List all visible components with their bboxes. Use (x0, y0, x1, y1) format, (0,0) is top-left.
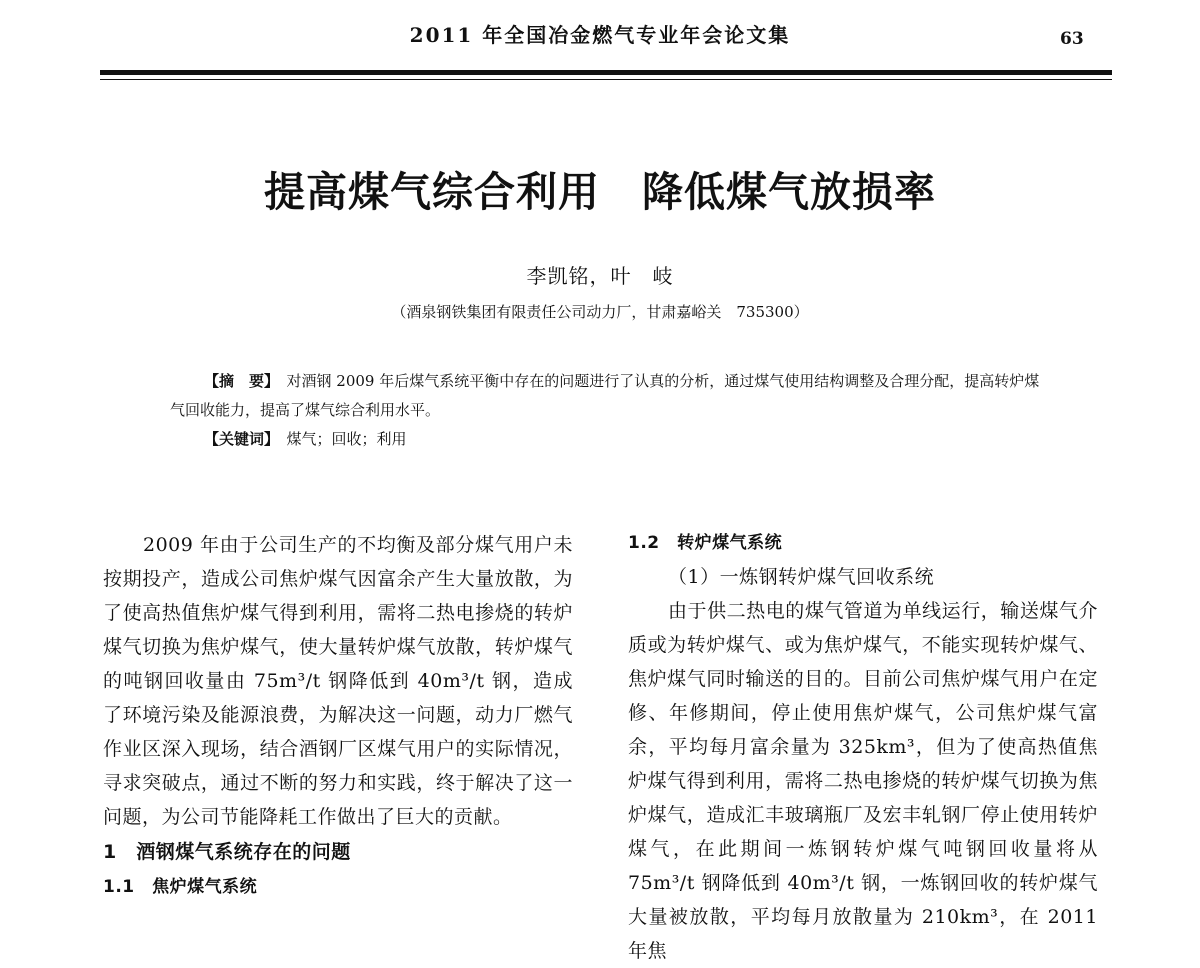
page-number: 63 (1060, 29, 1084, 49)
abstract-label: 【摘 要】 (204, 372, 272, 390)
section-1-heading: 1 酒钢煤气系统存在的问题 (103, 841, 351, 863)
abstract-block (170, 367, 1050, 454)
abstract-paragraph (170, 367, 1050, 425)
intro-paragraph: 2009 年由于公司生产的不均衡及部分煤气用户未按期投产，造成公司焦炉煤气因富余产生大量放散，为了使高热值焦炉煤气得到利用，需将二热电掺烧的转炉煤气切换为焦炉煤气，使大量转炉煤气放散，转炉煤气的吨钢回收量由 75m³/t 钢降低到 40m³/t 钢，造成了环境污染及能源浪费，为解决这一问题，动力厂燃气作业区深入现场，结合酒钢厂区煤气用户的实际情况，寻求突破点，通过不断的努力和实践，终于解决了这一问题，为公司节能降耗工作做出了巨大的贡献。 (103, 534, 573, 828)
paper-title: 提高煤气综合利用 降低煤气放损率 (264, 168, 936, 216)
right-column (628, 528, 1098, 968)
keywords-text: 煤气；回收；利用 (286, 430, 407, 448)
item-1-label: （1）一炼钢转炉煤气回收系统 (668, 566, 935, 588)
section-1-1-heading: 1.1 焦炉煤气系统 (103, 877, 258, 897)
body-paragraph: 由于供二热电的煤气管道为单线运行，输送煤气介质或为转炉煤气、或为焦炉煤气，不能实现转炉煤气、焦炉煤气同时输送的目的。目前公司焦炉煤气用户在定修、年修期间，停止使用焦炉煤气，公司焦炉煤气富余，平均每月富余量为 325km³，但为了使高热值焦炉煤气得到利用，需将二热电掺烧的转炉煤气切换为焦炉煤气，造成汇丰玻璃瓶厂及宏丰轧钢厂停止使用转炉煤气，在此期间一炼钢转炉煤气吨钢回收量将从 75m³/t 钢降低到 40m³/t 钢，一炼钢回收的转炉煤气大量被放散，平均每月放散量为 210km³，在 2011 年焦 (628, 600, 1098, 962)
left-column (103, 528, 573, 904)
running-header-title: 2011 年全国冶金燃气专业年会论文集 (409, 23, 791, 47)
header-rule-thin (100, 79, 1112, 80)
header-rule-thick (100, 70, 1112, 75)
keywords-label: 【关键词】 (204, 430, 272, 448)
abstract-text: 对酒钢 2009 年后煤气系统平衡中存在的问题进行了认真的分析，通过煤气使用结构调整及合理分配，提高转炉煤气回收能力，提高了煤气综合利用水平。 (170, 372, 1040, 419)
keywords-line (170, 425, 1050, 454)
affiliation: （酒泉钢铁集团有限责任公司动力厂，甘肃嘉峪关 735300） (391, 303, 809, 321)
authors: 李凯铭，叶 岐 (526, 264, 674, 288)
section-1-2-heading: 1.2 转炉煤气系统 (628, 533, 783, 553)
